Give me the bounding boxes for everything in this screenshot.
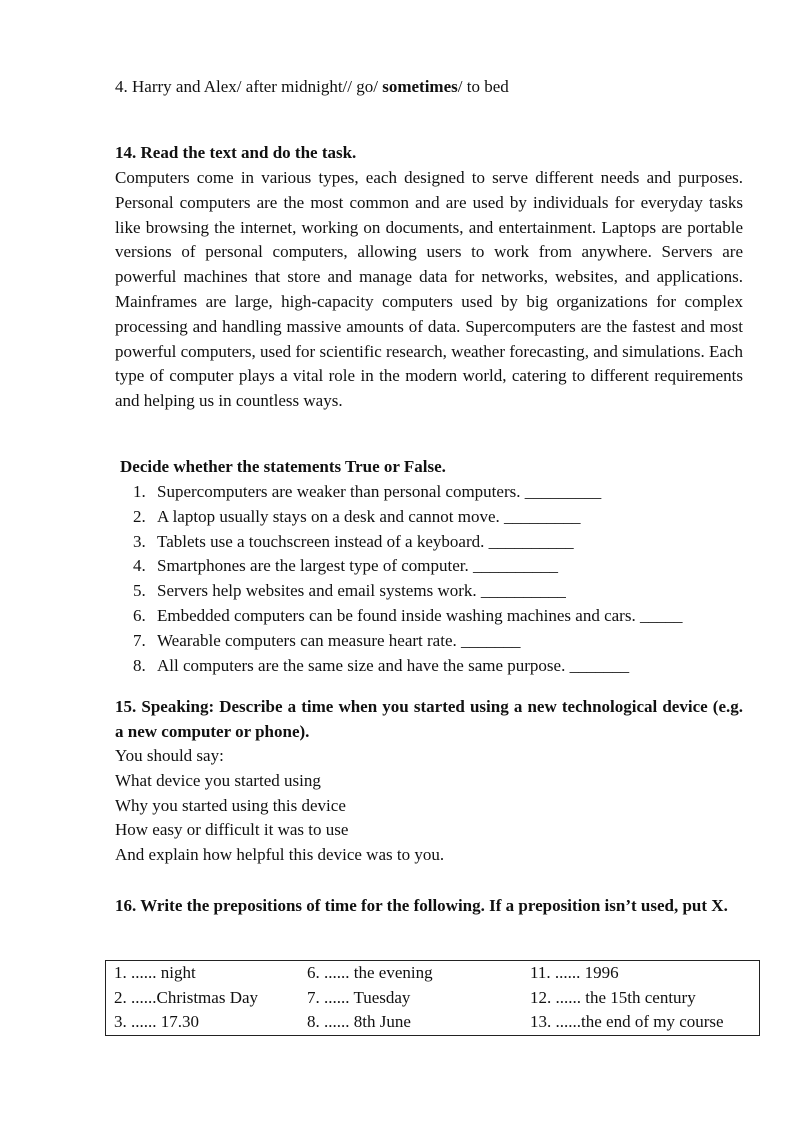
statement-text: Servers help websites and email systems work. __________: [157, 581, 566, 601]
statement-number: 4.: [133, 556, 146, 576]
prepositions-table: [105, 960, 760, 1036]
exercise-item-4: [115, 75, 509, 99]
statement-2: [133, 505, 581, 530]
section-16-title: 16. Write the prepositions of time for the following. If a preposition isn’t used, put X.: [115, 896, 728, 915]
statement-7: [133, 629, 521, 654]
section-14-title: 14. Read the text and do the task.: [115, 143, 357, 162]
statement-text: A laptop usually stays on a desk and cannot move. _________: [157, 506, 581, 526]
speaking-prompt-line: And explain how helpful this device was to you.: [115, 845, 445, 865]
table-cell: 11. ...... 1996: [530, 963, 619, 982]
statement-text: Smartphones are the largest type of computer. __________: [157, 556, 558, 576]
table-cell: 12. ...... the 15th century: [530, 987, 696, 1007]
statement-text: Tablets use a touchscreen instead of a keyboard. __________: [157, 531, 574, 551]
statement-5: [133, 579, 566, 604]
item-4-bold-word: sometimes: [382, 77, 458, 96]
table-cell: 8. ...... 8th June: [307, 1012, 411, 1031]
table-cell: 6. ...... the evening: [307, 963, 433, 982]
table-cell: 3. ...... 17.30: [114, 1012, 199, 1031]
table-cell: 7. ...... Tuesday: [307, 987, 411, 1007]
statement-text: Wearable computers can measure heart rate. _______: [157, 630, 521, 650]
statement-6: [133, 604, 682, 629]
statement-text: Embedded computers can be found inside washing machines and cars. _____: [157, 606, 683, 625]
statement-1: [133, 480, 601, 505]
statement-number: 6.: [133, 606, 146, 625]
speaking-prompt-line: Why you started using this device: [115, 795, 346, 815]
statement-4: [133, 554, 558, 579]
statement-number: 5.: [133, 581, 146, 601]
item-4-text: 4. Harry and Alex/ after midnight// go/: [115, 77, 383, 96]
table-row: [106, 961, 760, 986]
section-14-reading-text: Computers come in various types, each designed to serve different needs and purposes. Personal computers are the most common and are used by individuals for everyday tasks like browsing the internet, working on documents, and entertainment. Laptops are portable versions of personal computers, allowing users to work from anywhere. Servers are powerful machines that store and manage data for networks, websites, and applications. Mainframes are large, high-capacity computers used by big organizations for complex processing and handling massive amounts of data. Supercomputers are the fastest and most powerful computers, used for scientific research, weather forecasting, and simulations. Each type of computer plays a vital role in the modern world, catering to different requirements and helping us in countless ways.: [115, 168, 743, 411]
speaking-prompt-line: What device you started using: [115, 770, 321, 790]
statement-text: Supercomputers are weaker than personal computers. _________: [157, 482, 602, 501]
table-cell: 13. ......the end of my course: [530, 1012, 724, 1031]
table-cell: 1. ...... night: [114, 963, 196, 982]
statement-number: 7.: [133, 630, 146, 650]
item-4-suffix: / to bed: [457, 77, 509, 96]
table-cell: 2. ......Christmas Day: [114, 987, 259, 1007]
statement-8: [133, 654, 629, 679]
speaking-prompt-line: You should say:: [115, 746, 224, 765]
section-14-task: Decide whether the statements True or False.: [120, 457, 446, 476]
table-row: [106, 1010, 760, 1035]
statement-number: 2.: [133, 506, 146, 526]
statement-number: 3.: [133, 531, 146, 551]
statement-number: 1.: [133, 482, 146, 501]
speaking-prompt-line: How easy or difficult it was to use: [115, 820, 349, 840]
section-15-title: 15. Speaking: Describe a time when you started using a new technological device (e.g. a new computer or phone).: [115, 697, 743, 741]
statement-number: 8.: [133, 655, 146, 675]
statement-text: All computers are the same size and have the same purpose. _______: [157, 655, 630, 675]
table-row: [106, 986, 760, 1011]
statement-3: [133, 530, 574, 555]
